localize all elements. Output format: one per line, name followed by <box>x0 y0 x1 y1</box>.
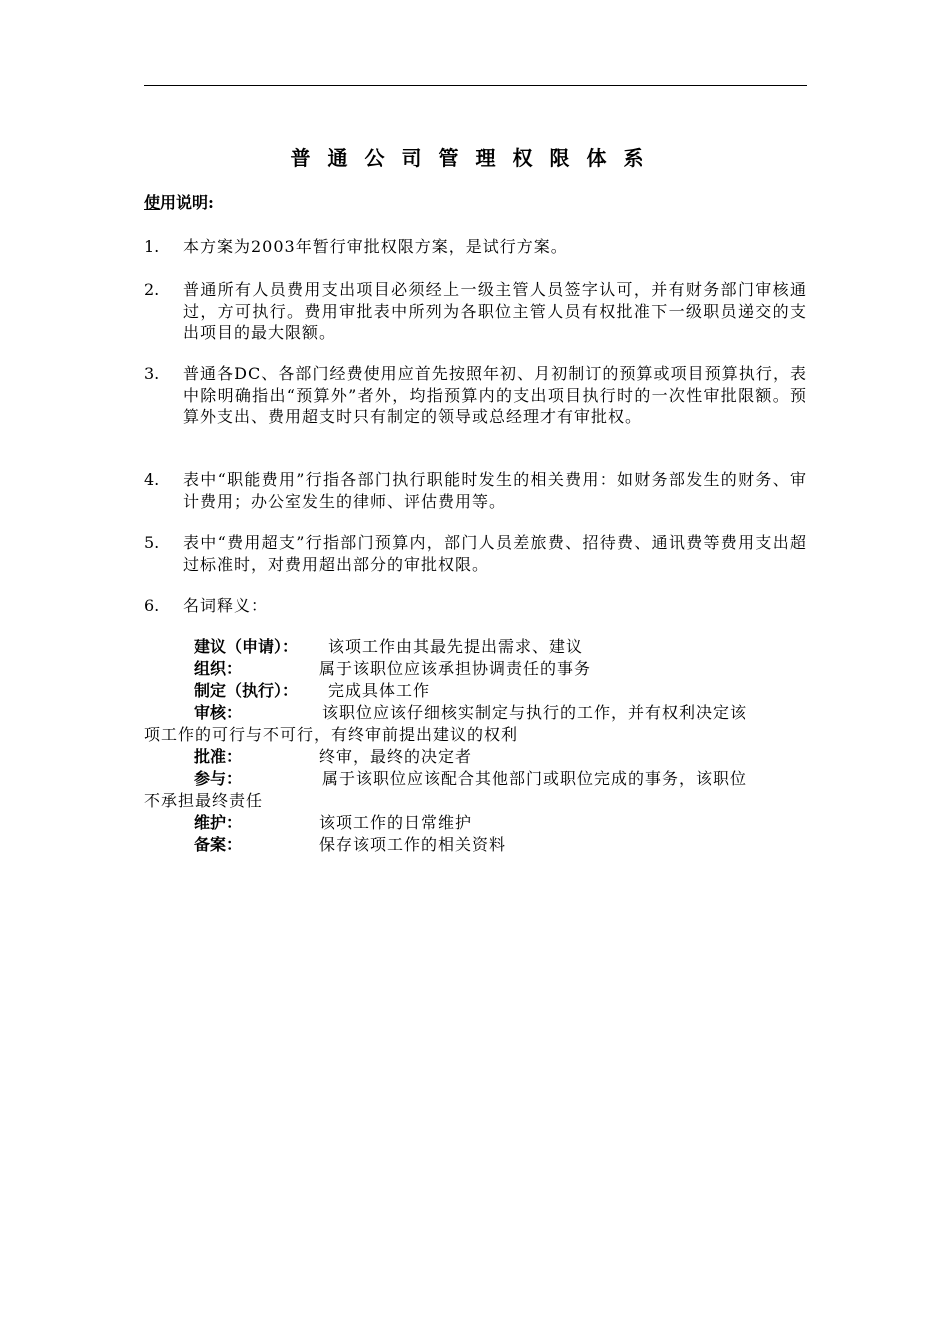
list-item-number: 4. <box>144 470 160 489</box>
list-item-text: 表中“职能费用”行指各部门执行职能时发生的相关费用：如财务部发生的财务、审计费用；办公室发生的律师、评估费用等。 <box>183 470 807 511</box>
definition-desc: 终审，最终的决定者 <box>319 747 473 766</box>
list-item-text: 名词释义： <box>183 596 269 615</box>
definition-desc-wrap: 项工作的可行与不可行，有终审前提出建议的权利 <box>144 725 519 744</box>
definition-term: 备案： <box>194 835 243 854</box>
list-item-number: 2. <box>144 280 160 299</box>
definition-continuation <box>144 790 807 812</box>
definition-desc-wrap: 不承担最终责任 <box>144 791 264 810</box>
list-item-number: 3. <box>144 364 160 383</box>
header-rule <box>144 85 807 86</box>
definition-desc: 属于该职位应该承担协调责任的事务 <box>319 659 592 678</box>
definition-desc: 保存该项工作的相关资料 <box>319 835 507 854</box>
list-item-text: 本方案为2003年暂行审批权限方案，是试行方案。 <box>183 237 568 256</box>
usage-heading-underlined: 使 <box>144 193 161 212</box>
list-item-number: 6. <box>144 596 160 615</box>
definition-term: 参与： <box>194 769 243 788</box>
list-item <box>144 532 807 575</box>
definition-desc: 该职位应该仔细核实制定与执行的工作，并有权利决定该 <box>322 703 748 722</box>
list-item <box>144 469 807 512</box>
definition-term: 制定（执行）： <box>194 681 299 700</box>
definition-term: 组织： <box>194 659 243 678</box>
list-item-text: 表中“费用超支”行指部门预算内，部门人员差旅费、招待费、通讯费等费用支出超过标准时，对费用超出部分的审批权限。 <box>183 533 807 574</box>
list-item <box>144 236 807 258</box>
list-item <box>144 279 807 344</box>
definition-term: 维护： <box>194 813 243 832</box>
definition-desc: 属于该职位应该配合其他部门或职位完成的事务，该职位 <box>322 769 748 788</box>
definition-desc: 完成具体工作 <box>328 681 431 700</box>
list-item-text: 普通各DC、各部门经费使用应首先按照年初、月初制订的预算或项目预算执行，表中除明确指出“预算外”者外，均指预算内的支出项目执行时的一次性审批限额。预算外支出、费用超支时只有制定的领导或总经理才有审批权。 <box>183 364 807 426</box>
definition-desc: 该项工作由其最先提出需求、建议 <box>328 637 584 656</box>
definition-term: 建议（申请）： <box>194 637 299 656</box>
definition-desc: 该项工作的日常维护 <box>319 813 473 832</box>
definition-term: 审核： <box>194 703 243 722</box>
list-item <box>144 595 807 617</box>
list-item-number: 1. <box>144 237 160 256</box>
definition-term: 批准： <box>194 747 243 766</box>
list-item <box>144 363 807 428</box>
list-item-number: 5. <box>144 533 160 552</box>
list-item-text: 普通所有人员费用支出项目必须经上一级主管人员签字认可，并有财务部门审核通过，方可执行。费用审批表中所列为各职位主管人员有权批准下一级职员递交的支出项目的最大限额。 <box>183 280 807 342</box>
definition-continuation <box>144 724 807 746</box>
usage-heading-rest: 用说明: <box>160 193 214 212</box>
page-title: 普通公司管理权限体系 <box>290 146 661 170</box>
usage-heading <box>144 191 214 215</box>
